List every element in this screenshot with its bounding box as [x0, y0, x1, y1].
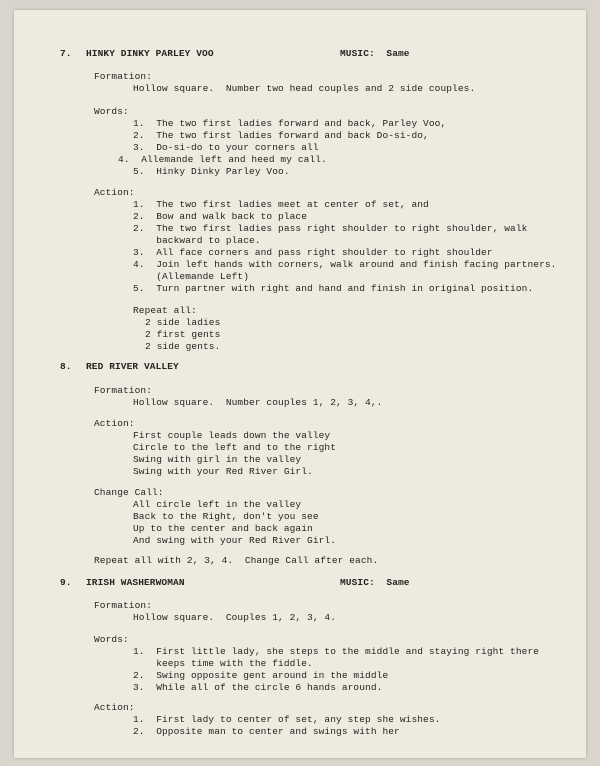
section-7-repeat-label: Repeat all: [133, 305, 197, 316]
section-8-formation-text: Hollow square. Number couples 1, 2, 3, 4,. [133, 397, 383, 408]
section-9-action-label: Action: [94, 702, 135, 713]
section-8-change-label: Change Call: [94, 487, 164, 498]
section-7-action-label: Action: [94, 187, 135, 198]
section-9-words-line: 1. First little lady, she steps to the middle and staying right there [133, 646, 540, 657]
section-8-action-line: Circle to the left and to the right [133, 442, 337, 453]
section-8-title: RED RIVER VALLEY [86, 361, 179, 372]
section-7-action-line: 2. Bow and walk back to place [133, 211, 308, 222]
section-7-number: 7. [60, 48, 72, 59]
document-page [14, 10, 586, 758]
section-9-words-line: keeps time with the fiddle. [133, 658, 313, 669]
section-8-action-line: First couple leads down the valley [133, 430, 331, 441]
section-7-action-line: 3. All face corners and pass right shoulder to right shoulder [133, 247, 493, 258]
section-7-formation-text: Hollow square. Number two head couples and 2 side couples. [133, 83, 476, 94]
section-7-words-line: 5. Hinky Dinky Parley Voo. [133, 166, 290, 177]
section-7-action-line: 4. Join left hands with corners, walk around and finish facing partners. [133, 259, 557, 270]
section-8-action-label: Action: [94, 418, 135, 429]
section-7-action-line: 2. The two first ladies pass right shoulder to right shoulder, walk [133, 223, 528, 234]
section-8-formation-label: Formation: [94, 385, 153, 396]
section-7-title: HINKY DINKY PARLEY VOO [86, 48, 214, 59]
section-9-music: MUSIC: Same [340, 577, 410, 588]
section-8-change-line: And swing with your Red River Girl. [133, 535, 337, 546]
section-7-action-line: backward to place. [133, 235, 261, 246]
section-9-formation-text: Hollow square. Couples 1, 2, 3, 4. [133, 612, 337, 623]
section-8-repeat-note: Repeat all with 2, 3, 4. Change Call after each. [94, 555, 379, 566]
section-9-number: 9. [60, 577, 72, 588]
section-8-change-line: All circle left in the valley [133, 499, 302, 510]
section-8-change-line: Up to the center and back again [133, 523, 313, 534]
section-8-action-line: Swing with your Red River Girl. [133, 466, 313, 477]
section-9-words-label: Words: [94, 634, 129, 645]
section-9-words-line: 3. While all of the circle 6 hands around. [133, 682, 383, 693]
section-9-action-line: 2. Opposite man to center and swings with her [133, 726, 400, 737]
section-7-music: MUSIC: Same [340, 48, 410, 59]
section-8-change-line: Back to the Right, don't you see [133, 511, 319, 522]
section-7-repeat-item: 2 first gents [145, 329, 221, 340]
section-7-action-line: (Allemande Left) [133, 271, 250, 282]
section-9-formation-label: Formation: [94, 600, 153, 611]
section-7-repeat-item: 2 side gents. [145, 341, 221, 352]
section-7-action-line: 5. Turn partner with right and hand and finish in original position. [133, 283, 534, 294]
section-7-words-line: 3. Do-si-do to your corners all [133, 142, 319, 153]
section-9-words-line: 2. Swing opposite gent around in the middle [133, 670, 389, 681]
section-8-action-line: Swing with girl in the valley [133, 454, 302, 465]
section-9-action-line: 1. First lady to center of set, any step she wishes. [133, 714, 441, 725]
section-7-repeat-item: 2 side ladies [145, 317, 221, 328]
section-7-words-line: 2. The two first ladies forward and back Do-si-do, [133, 130, 429, 141]
section-7-words-line: 4. Allemande left and heed my call. [118, 154, 327, 165]
section-7-formation-label: Formation: [94, 71, 153, 82]
section-7-words-line: 1. The two first ladies forward and back, Parley Voo, [133, 118, 447, 129]
section-8-number: 8. [60, 361, 72, 372]
section-9-title: IRISH WASHERWOMAN [86, 577, 185, 588]
section-7-words-label: Words: [94, 106, 129, 117]
section-7-action-line: 1. The two first ladies meet at center of set, and [133, 199, 429, 210]
